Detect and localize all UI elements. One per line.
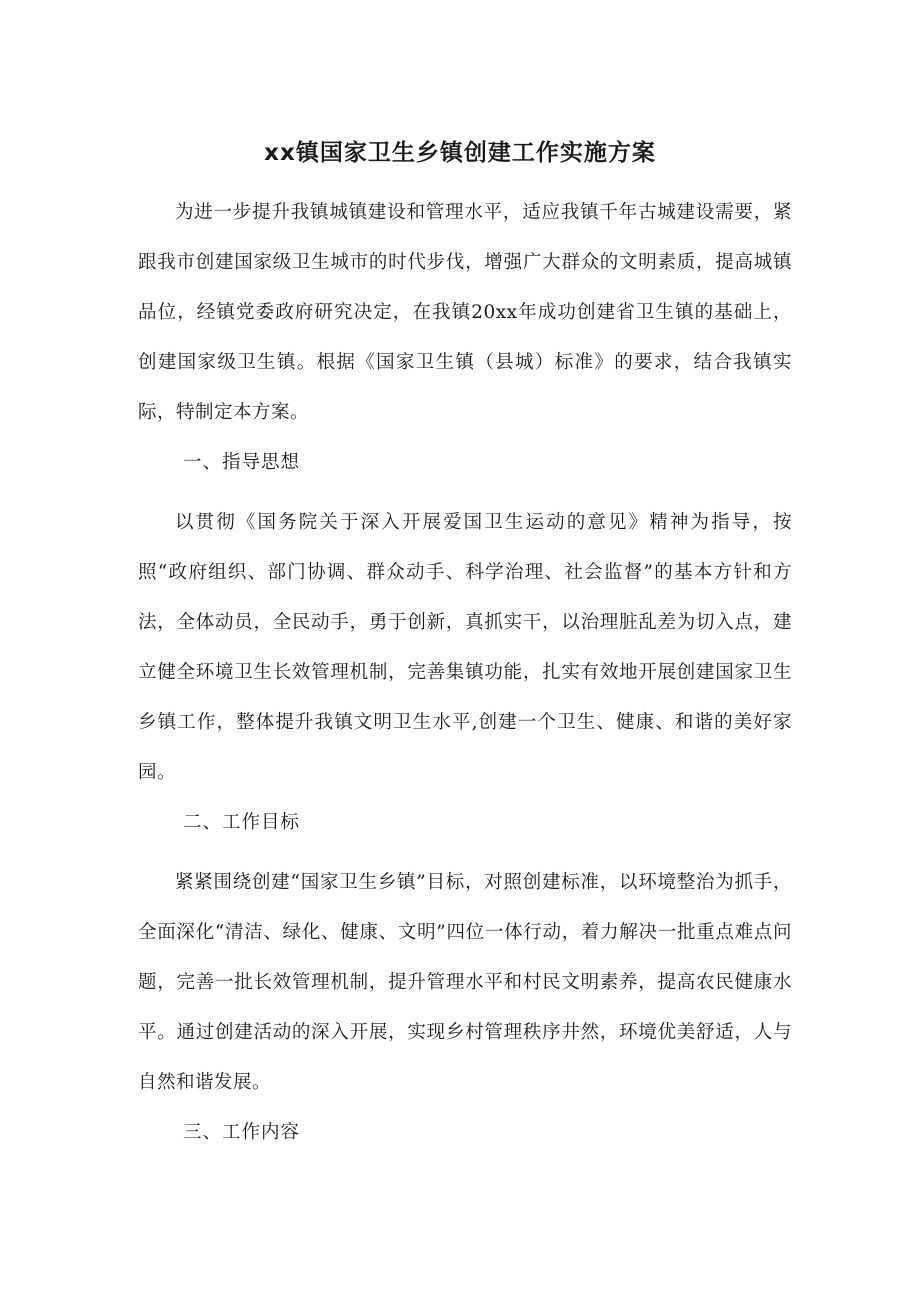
section-body-work-goals: 紧紧围绕创建“国家卫生乡镇”目标，对照创建标准，以环境整治为抓手，全面深化“清洁、绿化、健康、文明”四位一体行动，着力解决一批重点难点问题，完善一批长效管理机制，提升管理水平和村民文明素养，提高农民健康水平。通过创建活动的深入开展，实现乡村管理秩序井然，环境优美舒适，人与自然和谐发展。	[138, 872, 792, 1093]
intro-paragraph: 为进一步提升我镇城镇建设和管理水平，适应我镇千年古城建设需要，紧跟我市创建国家级卫生城市的时代步伐，增强广大群众的文明素质，提高城镇品位，经镇党委政府研究决定，在我镇20xx年成功创建省卫生镇的基础上，创建国家级卫生镇。根据《国家卫生镇（县城）标准》的要求，结合我镇实际，特制定本方案。	[138, 202, 792, 423]
section-heading-work-content: 三、工作内容	[183, 1122, 301, 1143]
section-body-guiding-ideology: 以贯彻《国务院关于深入开展爱国卫生运动的意见》精神为指导，按照“政府组织、部门协调、群众动手、科学治理、社会监督”的基本方针和方法，全体动员，全民动手，勇于创新，真抓实干，以治理脏乱差为切入点，建立健全环境卫生长效管理机制，完善集镇功能，扎实有效地开展创建国家卫生乡镇工作，整体提升我镇文明卫生水平,创建一个卫生、健康、和谐的美好家园。	[138, 512, 792, 783]
section-heading-work-goals: 二、工作目标	[183, 812, 301, 833]
document-title: xx镇国家卫生乡镇创建工作实施方案	[264, 140, 656, 166]
section-heading-guiding-ideology: 一、指导思想	[183, 452, 301, 473]
